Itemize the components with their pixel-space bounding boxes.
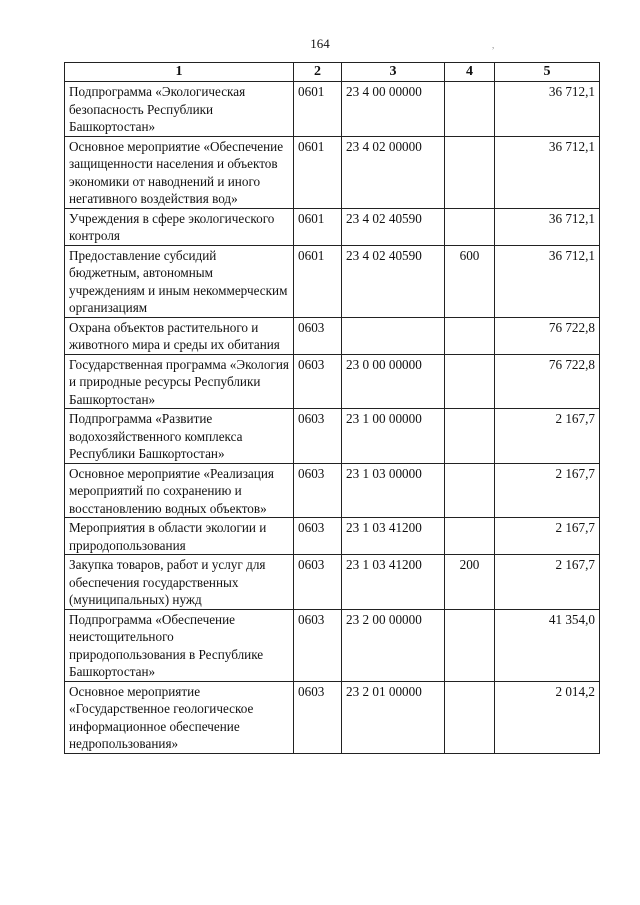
column-header-amount: 5 xyxy=(495,63,600,82)
row-section: 0603 xyxy=(294,463,342,518)
row-expense-type xyxy=(445,208,495,245)
row-amount: 2 167,7 xyxy=(495,409,600,464)
row-name: Мероприятия в области экологии и природопользования xyxy=(65,518,294,555)
row-expense-type xyxy=(445,681,495,753)
table-header-row xyxy=(65,63,600,82)
row-code: 23 4 02 40590 xyxy=(342,208,445,245)
table-row xyxy=(65,409,600,464)
table-row xyxy=(65,518,600,555)
row-name: Закупка товаров, работ и услуг для обеспечения государственных (муниципальных) нужд xyxy=(65,555,294,610)
row-expense-type xyxy=(445,518,495,555)
row-name: Основное мероприятие «Реализация мероприятий по сохранению и восстановлению водных объектов» xyxy=(65,463,294,518)
row-code: 23 0 00 00000 xyxy=(342,354,445,409)
row-code: 23 2 01 00000 xyxy=(342,681,445,753)
table-row xyxy=(65,245,600,317)
column-header-code: 3 xyxy=(342,63,445,82)
row-expense-type: 600 xyxy=(445,245,495,317)
row-amount: 2 014,2 xyxy=(495,681,600,753)
table-row xyxy=(65,82,600,137)
row-name: Подпрограмма «Обеспечение неистощительного природопользования в Республике Башкортостан» xyxy=(65,609,294,681)
row-name: Основное мероприятие «Государственное геологическое информационное обеспечение недропользования» xyxy=(65,681,294,753)
table-row xyxy=(65,317,600,354)
row-name: Основное мероприятие «Обеспечение защищенности населения и объектов экономики от наводнений и иного негативного воздействия вод» xyxy=(65,136,294,208)
row-amount: 76 722,8 xyxy=(495,317,600,354)
row-section: 0603 xyxy=(294,555,342,610)
row-section: 0603 xyxy=(294,681,342,753)
row-code: 23 4 00 00000 xyxy=(342,82,445,137)
row-amount: 2 167,7 xyxy=(495,463,600,518)
row-amount: 2 167,7 xyxy=(495,555,600,610)
row-code: 23 1 03 41200 xyxy=(342,555,445,610)
row-name: Учреждения в сфере экологического контроля xyxy=(65,208,294,245)
table-row xyxy=(65,681,600,753)
table-row xyxy=(65,609,600,681)
column-header-expense-type: 4 xyxy=(445,63,495,82)
column-header-section: 2 xyxy=(294,63,342,82)
row-amount: 41 354,0 xyxy=(495,609,600,681)
row-name: Охрана объектов растительного и животного мира и среды их обитания xyxy=(65,317,294,354)
column-header-name: 1 xyxy=(65,63,294,82)
row-name: Государственная программа «Экология и природные ресурсы Республики Башкортостан» xyxy=(65,354,294,409)
table-row xyxy=(65,208,600,245)
row-code: 23 1 03 00000 xyxy=(342,463,445,518)
row-amount: 76 722,8 xyxy=(495,354,600,409)
row-expense-type xyxy=(445,463,495,518)
row-code: 23 1 00 00000 xyxy=(342,409,445,464)
row-expense-type: 200 xyxy=(445,555,495,610)
table-row xyxy=(65,463,600,518)
row-expense-type xyxy=(445,609,495,681)
row-section: 0603 xyxy=(294,317,342,354)
row-expense-type xyxy=(445,136,495,208)
row-code: 23 4 02 00000 xyxy=(342,136,445,208)
row-name: Предоставление субсидий бюджетным, автономным учреждениям и иным некоммерческим организациям xyxy=(65,245,294,317)
row-section: 0601 xyxy=(294,82,342,137)
row-expense-type xyxy=(445,409,495,464)
row-section: 0603 xyxy=(294,354,342,409)
row-code: 23 2 00 00000 xyxy=(342,609,445,681)
row-expense-type xyxy=(445,82,495,137)
row-code xyxy=(342,317,445,354)
row-expense-type xyxy=(445,354,495,409)
row-section: 0603 xyxy=(294,409,342,464)
row-section: 0603 xyxy=(294,609,342,681)
table-row xyxy=(65,555,600,610)
budget-table xyxy=(64,62,600,754)
table-row xyxy=(65,354,600,409)
row-name: Подпрограмма «Экологическая безопасность Республики Башкортостан» xyxy=(65,82,294,137)
row-section: 0601 xyxy=(294,245,342,317)
scan-mark: , xyxy=(492,40,495,50)
row-amount: 36 712,1 xyxy=(495,208,600,245)
row-amount: 2 167,7 xyxy=(495,518,600,555)
row-section: 0601 xyxy=(294,136,342,208)
row-code: 23 4 02 40590 xyxy=(342,245,445,317)
page-number: 164 xyxy=(310,36,330,51)
row-section: 0601 xyxy=(294,208,342,245)
table-row xyxy=(65,136,600,208)
row-amount: 36 712,1 xyxy=(495,136,600,208)
row-amount: 36 712,1 xyxy=(495,82,600,137)
row-section: 0603 xyxy=(294,518,342,555)
row-amount: 36 712,1 xyxy=(495,245,600,317)
row-name: Подпрограмма «Развитие водохозяйственного комплекса Республики Башкортостан» xyxy=(65,409,294,464)
row-expense-type xyxy=(445,317,495,354)
row-code: 23 1 03 41200 xyxy=(342,518,445,555)
